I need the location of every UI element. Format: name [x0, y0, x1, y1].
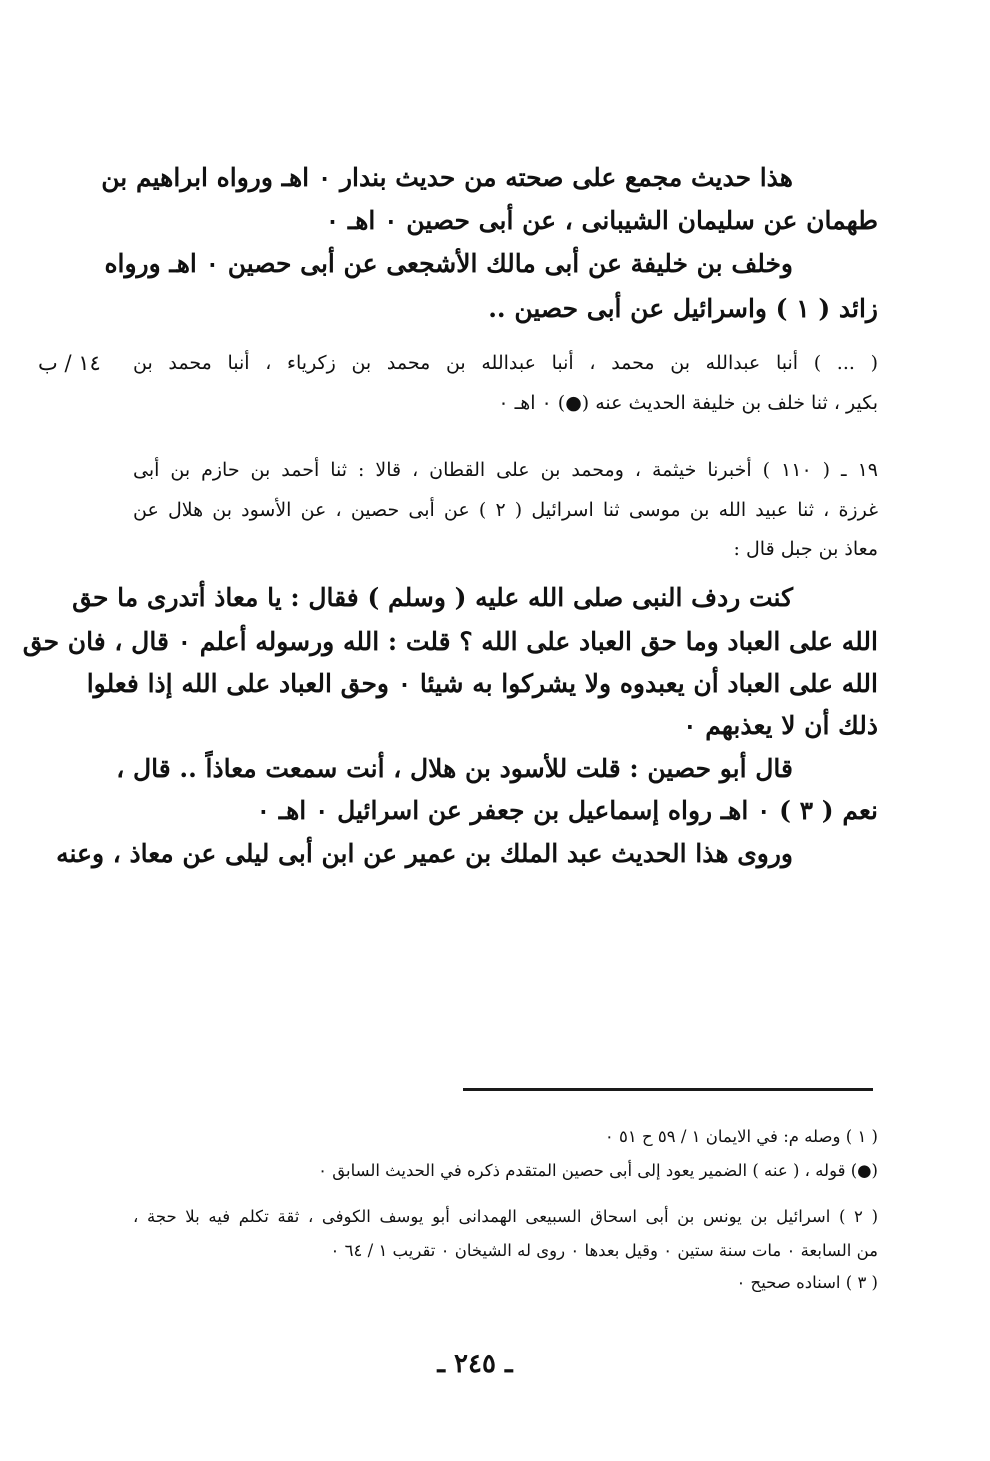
body-line-4: زائد ( ١ ) واسرائيل عن أبى حصين .. — [488, 294, 878, 323]
hadith-line-6: نعم ( ٣ ) ٠ اهـ رواه إسماعيل بن جعفر عن اسرائيل ٠ اهـ ٠ — [256, 796, 878, 825]
chain-line-2: غرزة ، ثنا عبيد الله بن موسى ثنا اسرائيل ( ٢ ) عن أبى حصين ، عن الأسود بن هلال عن — [133, 499, 878, 521]
footnote-2-line-1: ( ٢ ) اسرائيل بن يونس بن أبى اسحاق السبيعى الهمدانى أبو يوسف الكوفى ، ثقة تكلم فيه بلا حجة ، — [133, 1207, 879, 1226]
isnad-line-1: ( ... ) أنبا عبدالله بن محمد ، أنبا عبدالله بن محمد بن زكرياء ، أنبا محمد بن — [133, 352, 878, 374]
margin-reference: ١٤ / ب — [38, 351, 101, 375]
hadith-line-4: ذلك أن لا يعذبهم ٠ — [683, 711, 878, 740]
footnote-3: ( ٣ ) اسناده صحيح ٠ — [736, 1273, 878, 1292]
hadith-line-1: كنت ردف النبى صلى الله عليه ( وسلم ) فقال : يا معاذ أتدرى ما حق — [72, 583, 793, 612]
hadith-line-7: وروى هذا الحديث عبد الملك بن عمير عن ابن أبى ليلى عن معاذ ، وعنه — [56, 839, 793, 868]
body-line-2: طهمان عن سليمان الشيبانى ، عن أبى حصين ٠ اهـ ٠ — [325, 206, 878, 235]
footnote-star: (●) قوله ، ( عنه ) الضمير يعود إلى أبى حصين المتقدم ذكره في الحديث السابق ٠ — [318, 1161, 878, 1180]
isnad-line-2: بكير ، ثنا خلف بن خليفة الحديث عنه (●) ٠ اهـ ٠ — [498, 392, 878, 414]
body-line-3: وخلف بن خليفة عن أبى مالك الأشجعى عن أبى حصين ٠ اهـ ورواه — [104, 249, 793, 278]
hadith-line-5: قال أبو حصين : قلت للأسود بن هلال ، أنت سمعت معاذاً .. قال ، — [116, 754, 793, 783]
footnote-1: ( ١ ) وصله م: في الايمان ١ / ٥٩ ح ٥١ ٠ — [604, 1127, 878, 1146]
page-number: ـ ٢٤٥ ـ — [437, 1349, 513, 1379]
hadith-line-2: الله على العباد وما حق العباد على الله ؟ قلت : الله ورسوله أعلم ٠ قال ، فان حق — [22, 627, 878, 656]
footnote-separator — [463, 1088, 873, 1091]
chain-line-3: معاذ بن جبل قال : — [733, 538, 878, 560]
hadith-line-3: الله على العباد أن يعبدوه ولا يشركوا به شيئا ٠ وحق العباد على الله إذا فعلوا — [86, 669, 878, 698]
footnote-2-line-2: من السابعة ٠ مات سنة ستين ٠ وقيل بعدها ٠ روى له الشيخان ٠ تقريب ١ / ٦٤ ٠ — [330, 1241, 878, 1260]
body-line-1: هذا حديث مجمع على صحته من حديث بندار ٠ اهـ ورواه ابراهيم بن — [101, 163, 793, 192]
chain-line-1: ١٩ ـ ( ١١٠ ) أخبرنا خيثمة ، ومحمد بن على القطان ، قالا : ثنا أحمد بن حازم بن أبى — [133, 459, 878, 481]
